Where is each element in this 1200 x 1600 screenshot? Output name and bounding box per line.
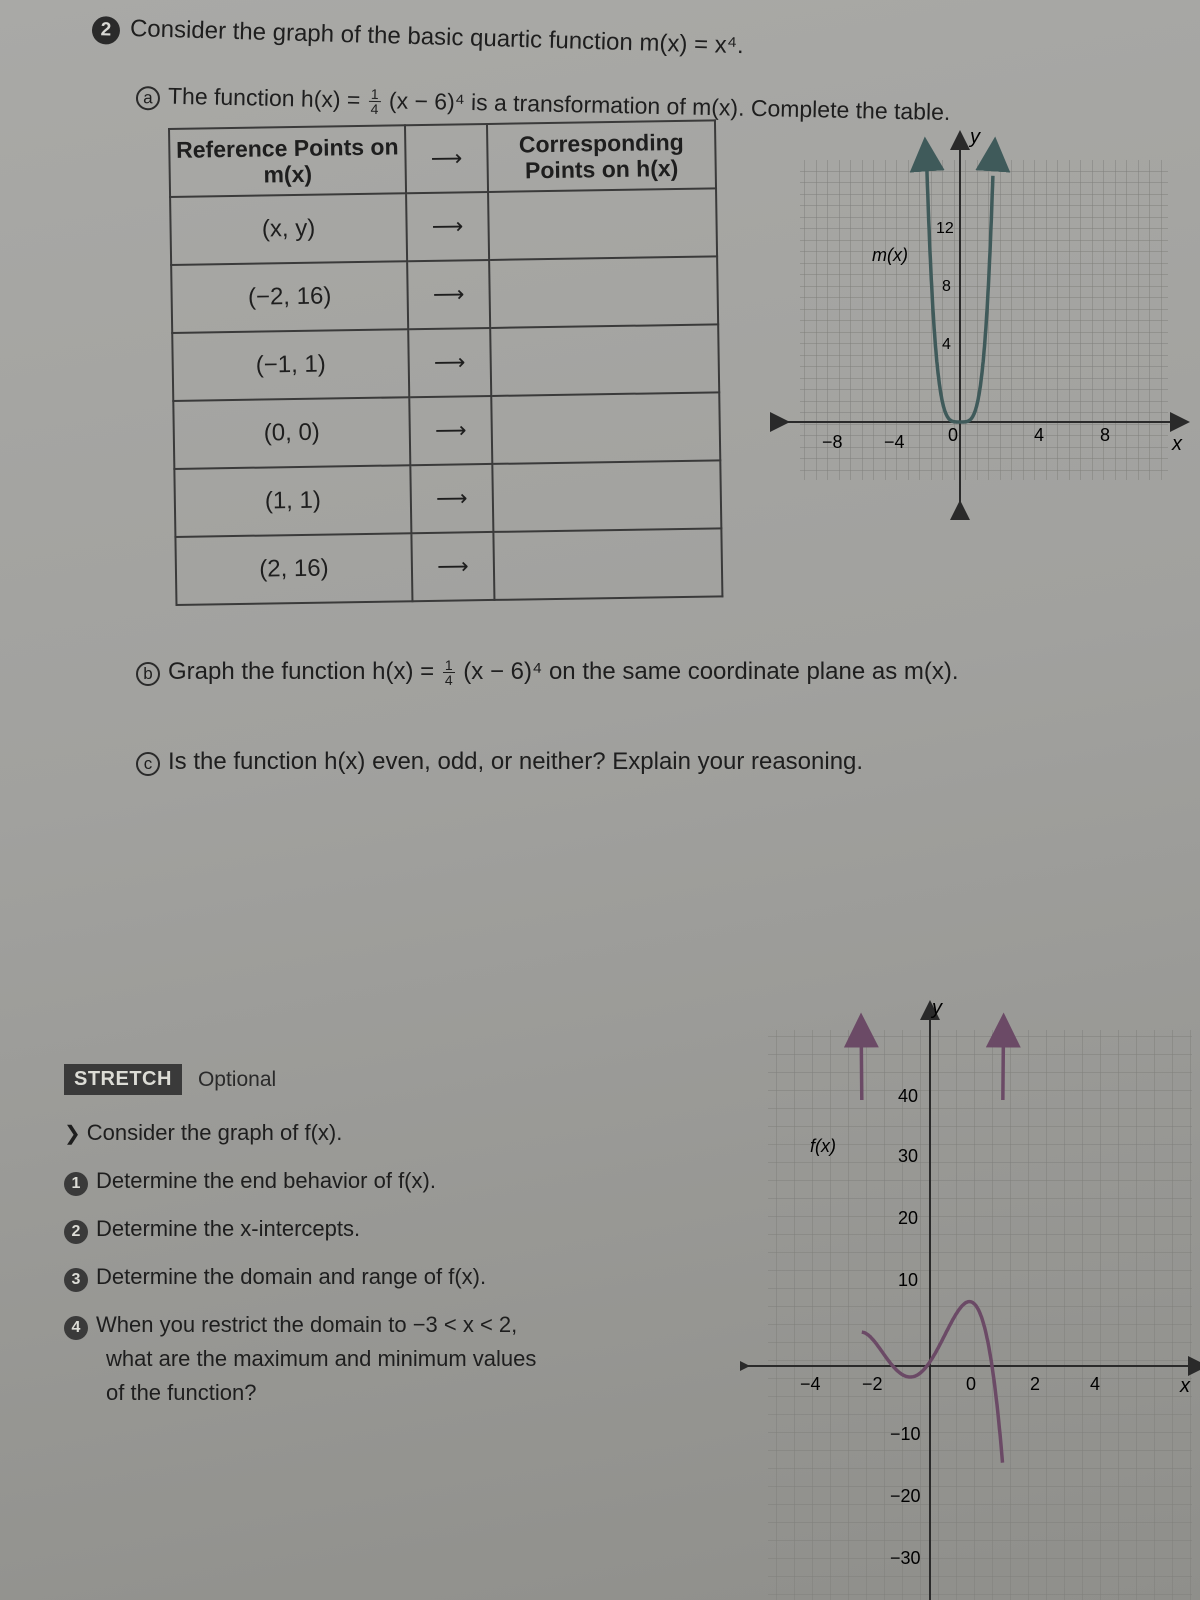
table-row (174, 460, 721, 537)
y-tick-label: −10 (890, 1424, 921, 1444)
problem-function: m(x) = x⁴. (639, 29, 745, 60)
m-curve-right-arrow (993, 154, 994, 166)
x-tick-label: 4 (1034, 425, 1045, 445)
x-tick-label: 4 (1090, 1374, 1101, 1394)
ref-point: (2, 16) (175, 533, 412, 605)
problem-header (92, 14, 745, 62)
y-tick-label: 10 (898, 1270, 919, 1290)
stretch-item-continued: what are the maximum and minimum values (106, 1346, 537, 1371)
graph-m-coordinate-plane[interactable] (770, 125, 1190, 525)
part-b-text-2: (x − 6)⁴ on the same coordinate plane as m(x). (463, 658, 959, 685)
x-tick-label: −4 (800, 1374, 821, 1394)
part-c-letter: c (136, 752, 160, 776)
part-b-letter: b (136, 662, 160, 686)
corresponding-point-input[interactable] (488, 188, 717, 260)
part-a-text-1: The function h(x) = (167, 82, 361, 113)
x-axis-label: x (1172, 433, 1182, 455)
row-arrow: ⟶ (408, 328, 491, 397)
table-row (173, 392, 720, 469)
x-tick-label: −4 (884, 432, 905, 452)
table-row (170, 188, 717, 265)
part-b-fraction: $\frac{1}{4}$ (444, 657, 453, 689)
m-curve-left-arrow (926, 154, 927, 166)
graph-f-coordinate-plane[interactable] (740, 1000, 1200, 1600)
corresponding-point-input[interactable] (491, 392, 720, 464)
problem-intro: Consider the graph of the basic quartic function (129, 15, 634, 57)
y-tick-label: 20 (898, 1208, 919, 1228)
row-arrow: ⟶ (409, 396, 492, 465)
part-b-prompt (136, 658, 959, 687)
corresponding-point-input[interactable] (493, 528, 722, 600)
y-tick-label: 30 (898, 1146, 919, 1166)
y-tick-label: 40 (898, 1086, 919, 1106)
x-tick-label: −2 (862, 1374, 883, 1394)
f-curve-right-arrow (1003, 1030, 1004, 1100)
ref-point: (−1, 1) (172, 329, 409, 401)
x-tick-label: 8 (1100, 425, 1111, 445)
header-arrow: ⟶ (405, 124, 488, 193)
corresponding-point-input[interactable] (489, 256, 718, 328)
x-tick-label: 0 (966, 1374, 977, 1394)
f-curve-left-arrow (861, 1030, 862, 1100)
y-tick-label: 12 (936, 220, 954, 237)
part-a-text-2: (x − 6)⁴ is a transformation of m(x). Complete the table. (388, 87, 951, 126)
table-header-row (169, 120, 716, 197)
stretch-optional: Optional (197, 1067, 277, 1091)
part-a-letter: a (136, 86, 160, 110)
x-tick-label: 0 (948, 425, 959, 445)
curve-label-f: f(x) (810, 1136, 836, 1156)
ref-point: (−2, 16) (171, 261, 408, 333)
x-tick-label: −8 (822, 432, 843, 452)
y-tick-label: 8 (942, 278, 951, 295)
header-reference: Reference Points on m(x) (169, 125, 406, 197)
y-tick-label: 4 (942, 336, 951, 353)
part-c-text: Is the function h(x) even, odd, or neither? Explain your reasoning. (168, 748, 864, 775)
stretch-item: 2 Determine the x-intercepts. (64, 1216, 360, 1244)
stretch-tag: STRETCH (64, 1064, 182, 1095)
table-row (172, 324, 719, 401)
row-arrow: ⟶ (411, 532, 494, 601)
reference-points-table (168, 119, 723, 606)
row-arrow: ⟶ (407, 260, 490, 329)
header-corresponding: Corresponding Points on h(x) (487, 120, 716, 192)
table-row (175, 528, 722, 605)
corresponding-point-input[interactable] (492, 460, 721, 532)
ref-point: (x, y) (170, 193, 407, 265)
table-row (171, 256, 718, 333)
y-axis-label: y (970, 126, 980, 148)
row-arrow: ⟶ (410, 464, 493, 533)
stretch-item: 4 When you restrict the domain to −3 < x < 2, (64, 1312, 517, 1340)
x-axis-label: x (1180, 1375, 1190, 1397)
ref-point: (0, 0) (173, 397, 410, 469)
stretch-item: 3 Determine the domain and range of f(x). (64, 1264, 486, 1292)
stretch-item: 1 Determine the end behavior of f(x). (64, 1168, 436, 1196)
y-tick-label: −30 (890, 1548, 921, 1568)
part-c-prompt (136, 748, 863, 776)
row-arrow: ⟶ (406, 192, 489, 261)
stretch-intro: ❯ Consider the graph of f(x). (64, 1120, 343, 1145)
problem-number: 2 (92, 16, 121, 45)
ref-point: (1, 1) (174, 465, 411, 537)
stretch-header (64, 1064, 276, 1095)
y-axis-label: y (932, 1000, 942, 1019)
part-b-text-1: Graph the function h(x) = (168, 658, 435, 685)
chevron-right-icon: ❯ (64, 1123, 81, 1145)
part-a-fraction: $\frac{1}{4}$ (370, 86, 379, 118)
grid (800, 160, 1168, 480)
x-tick-label: 2 (1030, 1374, 1041, 1394)
y-tick-label: −20 (890, 1486, 921, 1506)
curve-label-m: m(x) (872, 245, 908, 265)
corresponding-point-input[interactable] (490, 324, 719, 396)
stretch-item-continued: of the function? (106, 1380, 257, 1405)
